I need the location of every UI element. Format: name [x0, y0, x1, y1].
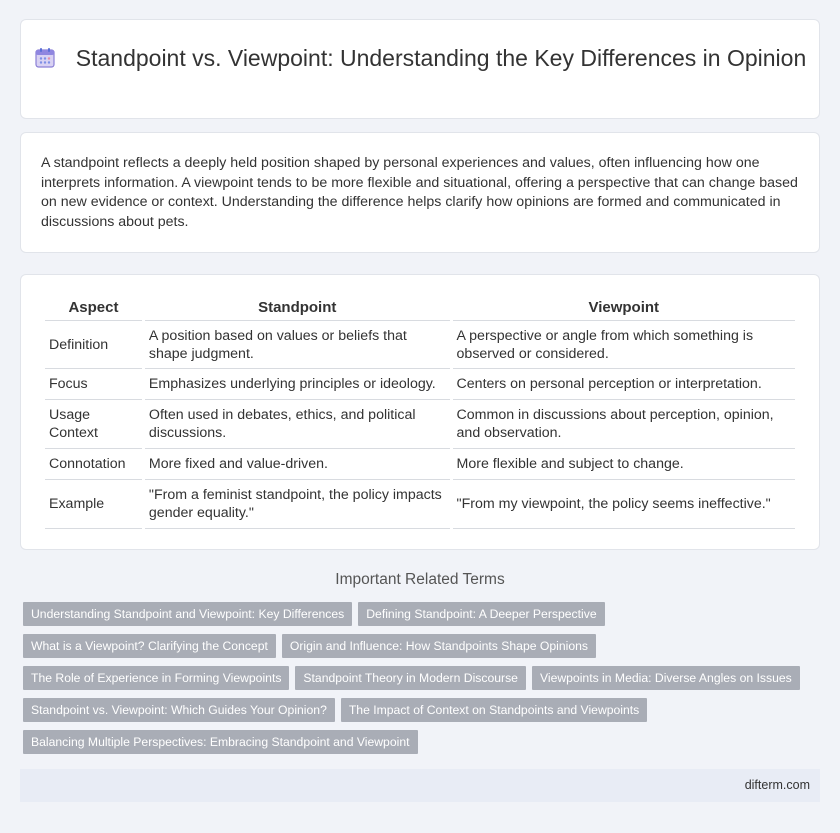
related-term-tag[interactable]: Standpoint vs. Viewpoint: Which Guides Your Opinion?	[23, 698, 335, 722]
table-cell: A perspective or angle from which something is observed or considered.	[453, 321, 795, 369]
header-card	[20, 19, 820, 119]
table-row	[45, 321, 795, 369]
page-title: Standpoint vs. Viewpoint: Understanding the Key Differences in Opinion	[75, 45, 807, 71]
column-header: Viewpoint	[453, 294, 795, 321]
table-cell: Centers on personal perception or interpretation.	[453, 369, 795, 400]
related-term-tag[interactable]: Viewpoints in Media: Diverse Angles on Issues	[532, 666, 800, 690]
related-term-tag[interactable]: Origin and Influence: How Standpoints Shape Opinions	[282, 634, 596, 658]
related-terms-title: Important Related Terms	[335, 571, 505, 588]
tag-row	[23, 634, 803, 666]
related-terms-list	[23, 602, 803, 762]
related-term-tag[interactable]: Understanding Standpoint and Viewpoint: Key Differences	[23, 602, 352, 626]
table-cell: Emphasizes underlying principles or ideology.	[145, 369, 450, 400]
related-term-tag[interactable]: The Impact of Context on Standpoints and Viewpoints	[341, 698, 647, 722]
tag-row	[23, 666, 803, 698]
tag-row	[23, 602, 803, 634]
comparison-table	[42, 294, 798, 529]
table-cell: Often used in debates, ethics, and political discussions.	[145, 400, 450, 449]
intro-card	[20, 132, 820, 253]
intro-text: A standpoint reflects a deeply held position shaped by personal experiences and values, often influencing how one interprets information. A viewpoint tends to be more flexible and situational, offering a perspective that can change based on new evidence or context. Understanding the difference helps clarify how opinions are formed and communicated in discussions about pets.	[41, 155, 798, 230]
tag-row	[23, 730, 803, 762]
table-row	[45, 449, 795, 480]
table-cell: Focus	[45, 369, 142, 400]
table-cell: Definition	[45, 321, 142, 369]
related-term-tag[interactable]: Balancing Multiple Perspectives: Embracing Standpoint and Viewpoint	[23, 730, 418, 754]
footer-site-link[interactable]: difterm.com	[744, 778, 810, 792]
related-term-tag[interactable]: What is a Viewpoint? Clarifying the Concept	[23, 634, 276, 658]
table-cell: Connotation	[45, 449, 142, 480]
footer	[20, 769, 820, 802]
related-term-tag[interactable]: The Role of Experience in Forming Viewpoints	[23, 666, 289, 690]
table-cell: Example	[45, 480, 142, 529]
table-cell: A position based on values or beliefs that shape judgment.	[145, 321, 450, 369]
tag-row	[23, 698, 803, 730]
calendar-icon	[34, 47, 56, 69]
table-cell: "From my viewpoint, the policy seems ineffective."	[453, 480, 795, 529]
related-term-tag[interactable]: Standpoint Theory in Modern Discourse	[295, 666, 526, 690]
table-row	[45, 369, 795, 400]
table-cell: More flexible and subject to change.	[453, 449, 795, 480]
column-header: Aspect	[45, 294, 142, 321]
table-header-row	[45, 294, 795, 321]
column-header: Standpoint	[145, 294, 450, 321]
table-row	[45, 400, 795, 449]
related-term-tag[interactable]: Defining Standpoint: A Deeper Perspective	[358, 602, 604, 626]
table-row	[45, 480, 795, 529]
table-cell: Usage Context	[45, 400, 142, 449]
page-title-wrap	[21, 44, 819, 73]
table-cell: Common in discussions about perception, opinion, and observation.	[453, 400, 795, 449]
table-cell: "From a feminist standpoint, the policy impacts gender equality."	[145, 480, 450, 529]
table-cell: More fixed and value-driven.	[145, 449, 450, 480]
comparison-table-card	[20, 274, 820, 550]
